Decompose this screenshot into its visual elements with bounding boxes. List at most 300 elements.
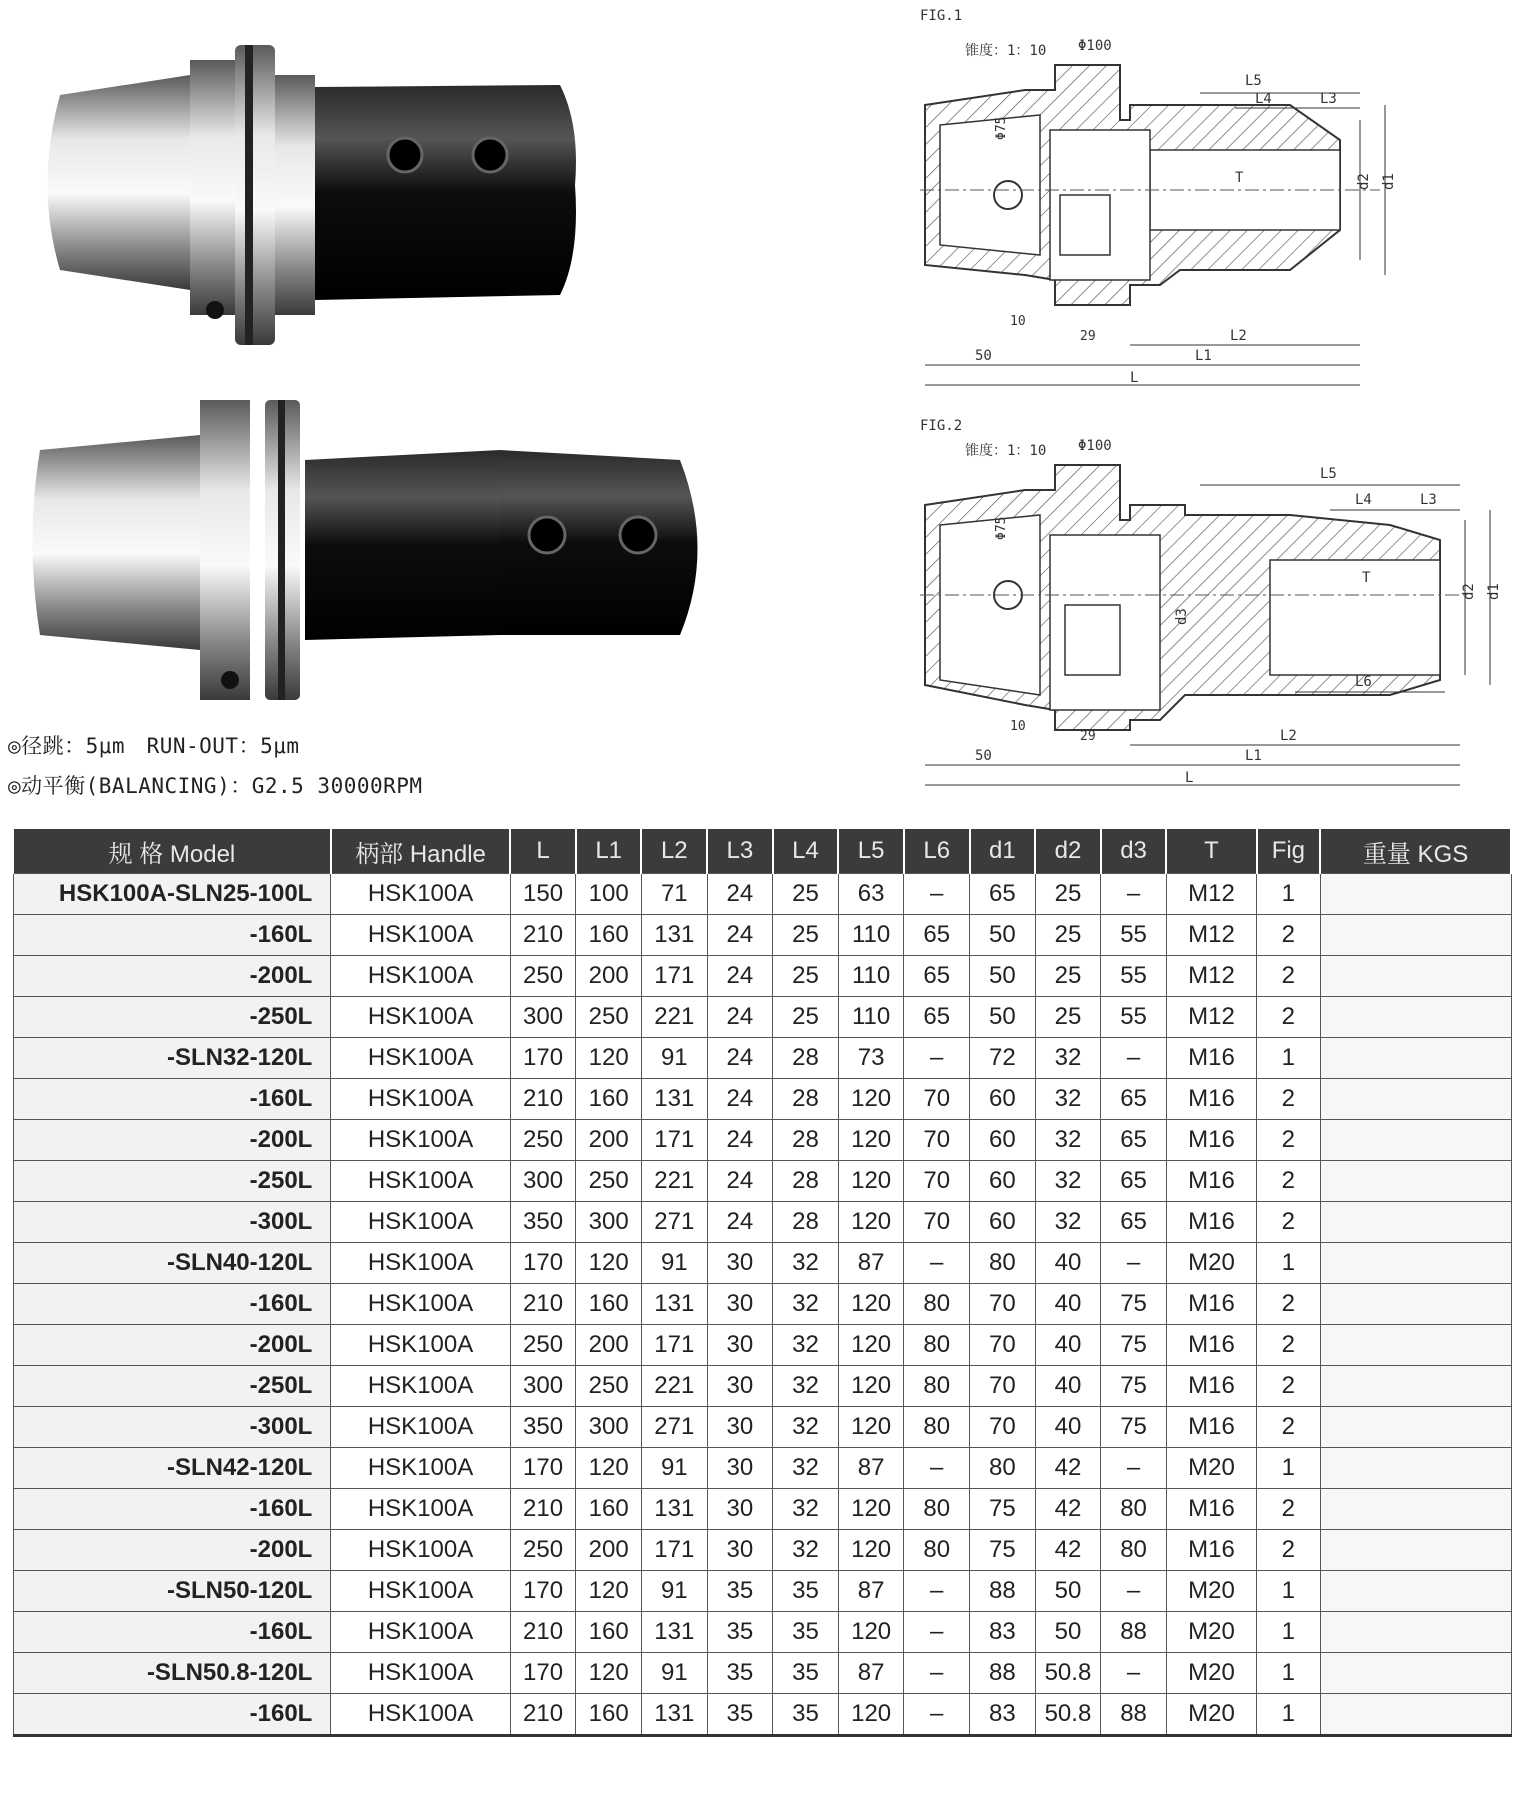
table-cell: M16 (1166, 1038, 1256, 1079)
table-cell: HSK100A (331, 1530, 510, 1571)
weight-cell (1320, 1653, 1511, 1694)
table-cell: 87 (838, 1571, 904, 1612)
model-cell: -200L (13, 1325, 331, 1366)
weight-cell (1320, 915, 1511, 956)
table-cell: 30 (707, 1407, 773, 1448)
table-cell: HSK100A (331, 1325, 510, 1366)
table-cell: 25 (773, 915, 839, 956)
column-header: L3 (707, 828, 773, 874)
table-cell: 131 (641, 1079, 707, 1120)
table-cell: 91 (641, 1038, 707, 1079)
table-cell: 1 (1257, 874, 1321, 915)
table-cell: 2 (1257, 1489, 1321, 1530)
table-cell: 32 (773, 1530, 839, 1571)
table-cell: 120 (576, 1653, 642, 1694)
table-cell: 28 (773, 1120, 839, 1161)
table-cell: 1 (1257, 1448, 1321, 1489)
table-cell: 200 (576, 956, 642, 997)
column-header: 规 格 Model (13, 828, 331, 874)
table-cell: 160 (576, 915, 642, 956)
table-cell: 350 (510, 1407, 576, 1448)
model-cell: -SLN50.8-120L (13, 1653, 331, 1694)
fig1-l5: L5 (1245, 73, 1262, 89)
table-cell: 210 (510, 1612, 576, 1653)
table-cell: M16 (1166, 1325, 1256, 1366)
table-cell: M16 (1166, 1407, 1256, 1448)
table-cell: HSK100A (331, 997, 510, 1038)
fig1-dim50: 50 (975, 348, 992, 364)
table-cell: – (1101, 1243, 1167, 1284)
table-cell: 32 (773, 1407, 839, 1448)
table-cell: 30 (707, 1284, 773, 1325)
fig2-phi75: Φ75 (994, 516, 1009, 540)
table-cell: 171 (641, 956, 707, 997)
table-cell: 65 (904, 997, 970, 1038)
table-cell: 80 (904, 1284, 970, 1325)
fig2-phi100: Φ100 (1078, 438, 1112, 454)
fig1-dim29: 29 (1080, 329, 1096, 344)
table-cell: 25 (773, 997, 839, 1038)
table-cell: 91 (641, 1653, 707, 1694)
table-cell: 200 (576, 1120, 642, 1161)
table-cell: 221 (641, 1366, 707, 1407)
table-cell: 28 (773, 1038, 839, 1079)
table-cell: 210 (510, 1694, 576, 1736)
table-cell: – (904, 1038, 970, 1079)
table-cell: – (1101, 1571, 1167, 1612)
weight-cell (1320, 997, 1511, 1038)
table-cell: 50.8 (1035, 1694, 1101, 1736)
table-cell: 24 (707, 1202, 773, 1243)
table-cell: 80 (904, 1489, 970, 1530)
table-cell: 50 (970, 915, 1036, 956)
table-cell: 120 (838, 1530, 904, 1571)
fig1-d2: d2 (1356, 173, 1372, 190)
model-cell: -200L (13, 1120, 331, 1161)
table-cell: 91 (641, 1571, 707, 1612)
table-cell: 1 (1257, 1038, 1321, 1079)
weight-cell (1320, 1038, 1511, 1079)
table-cell: 50.8 (1035, 1653, 1101, 1694)
fig1-phi75: Φ75 (994, 116, 1009, 140)
table-cell: 80 (904, 1530, 970, 1571)
table-cell: 80 (1101, 1489, 1167, 1530)
table-cell: 210 (510, 915, 576, 956)
table-cell: 300 (576, 1202, 642, 1243)
table-cell: 210 (510, 1489, 576, 1530)
table-cell: 300 (510, 1366, 576, 1407)
table-cell: 131 (641, 1612, 707, 1653)
table-cell: 2 (1257, 1366, 1321, 1407)
table-cell: 200 (576, 1530, 642, 1571)
table-cell: 1 (1257, 1571, 1321, 1612)
fig1-t: T (1235, 170, 1244, 186)
table-cell: – (904, 1694, 970, 1736)
figure-1-drawing (900, 0, 1460, 400)
table-cell: 210 (510, 1284, 576, 1325)
column-header: T (1166, 828, 1256, 874)
table-cell: 28 (773, 1161, 839, 1202)
table-row (13, 1653, 1511, 1694)
figure-2-drawing (900, 410, 1500, 800)
table-cell: M20 (1166, 1243, 1256, 1284)
table-cell: 250 (576, 1366, 642, 1407)
table-cell: 171 (641, 1325, 707, 1366)
table-cell: 120 (576, 1571, 642, 1612)
table-cell: 160 (576, 1079, 642, 1120)
weight-cell (1320, 1284, 1511, 1325)
table-cell: M16 (1166, 1202, 1256, 1243)
table-cell: 71 (641, 874, 707, 915)
table-cell: 120 (838, 1366, 904, 1407)
table-cell: 120 (838, 1612, 904, 1653)
table-cell: 32 (773, 1448, 839, 1489)
spec-table (12, 827, 1512, 1737)
table-cell: 80 (970, 1448, 1036, 1489)
weight-cell (1320, 1161, 1511, 1202)
weight-cell (1320, 1489, 1511, 1530)
balancing-spec: ◎动平衡(BALANCING)：G2.5 30000RPM (8, 774, 423, 798)
table-cell: 32 (773, 1325, 839, 1366)
table-cell: 24 (707, 997, 773, 1038)
table-cell: 250 (510, 1120, 576, 1161)
table-row (13, 1161, 1511, 1202)
table-row (13, 1079, 1511, 1120)
table-cell: HSK100A (331, 1243, 510, 1284)
table-cell: 32 (1035, 1079, 1101, 1120)
table-cell: 73 (838, 1038, 904, 1079)
table-cell: 70 (904, 1120, 970, 1161)
table-cell: 75 (970, 1530, 1036, 1571)
table-cell: 2 (1257, 1530, 1321, 1571)
weight-cell (1320, 1694, 1511, 1736)
weight-cell (1320, 1079, 1511, 1120)
column-header: L2 (641, 828, 707, 874)
fig2-l1: L1 (1245, 748, 1262, 764)
table-cell: 63 (838, 874, 904, 915)
table-cell: 35 (707, 1571, 773, 1612)
table-cell: 1 (1257, 1243, 1321, 1284)
fig1-title: FIG.1 (920, 8, 963, 24)
column-header: Fig (1257, 828, 1321, 874)
product-photo-tapered (20, 390, 710, 710)
table-cell: 55 (1101, 915, 1167, 956)
fig2-d2: d2 (1461, 583, 1477, 600)
table-cell: 250 (510, 1325, 576, 1366)
table-cell: 30 (707, 1489, 773, 1530)
table-cell: 72 (970, 1038, 1036, 1079)
table-cell: 30 (707, 1448, 773, 1489)
table-cell: 25 (1035, 874, 1101, 915)
table-cell: 2 (1257, 1161, 1321, 1202)
fig2-t: T (1362, 570, 1371, 586)
table-cell: 2 (1257, 915, 1321, 956)
table-cell: 28 (773, 1079, 839, 1120)
table-cell: 35 (707, 1694, 773, 1736)
table-cell: 2 (1257, 1120, 1321, 1161)
table-cell: 35 (773, 1653, 839, 1694)
table-cell: HSK100A (331, 1448, 510, 1489)
table-cell: 80 (904, 1366, 970, 1407)
model-cell: -SLN42-120L (13, 1448, 331, 1489)
model-cell: -160L (13, 1284, 331, 1325)
model-cell: -160L (13, 1612, 331, 1653)
table-cell: 75 (1101, 1284, 1167, 1325)
table-row (13, 1694, 1511, 1736)
table-cell: M16 (1166, 1530, 1256, 1571)
model-cell: HSK100A-SLN25-100L (13, 874, 331, 915)
fig2-l4: L4 (1355, 492, 1372, 508)
table-cell: 160 (576, 1612, 642, 1653)
table-cell: 60 (970, 1161, 1036, 1202)
table-cell: 83 (970, 1612, 1036, 1653)
table-cell: 60 (970, 1202, 1036, 1243)
fig1-l4: L4 (1255, 91, 1272, 107)
table-cell: 75 (1101, 1325, 1167, 1366)
table-cell: 65 (1101, 1079, 1167, 1120)
fig1-dim10: 10 (1010, 314, 1026, 329)
table-cell: 120 (838, 1284, 904, 1325)
table-cell: 80 (904, 1407, 970, 1448)
table-row (13, 997, 1511, 1038)
table-cell: M16 (1166, 1161, 1256, 1202)
table-cell: 42 (1035, 1448, 1101, 1489)
table-cell: 25 (773, 956, 839, 997)
table-cell: 70 (904, 1202, 970, 1243)
table-cell: 170 (510, 1243, 576, 1284)
table-cell: 65 (970, 874, 1036, 915)
model-cell: -SLN40-120L (13, 1243, 331, 1284)
table-cell: 170 (510, 1038, 576, 1079)
table-cell: 30 (707, 1325, 773, 1366)
table-cell: 170 (510, 1653, 576, 1694)
table-cell: 100 (576, 874, 642, 915)
model-cell: -160L (13, 1694, 331, 1736)
table-row (13, 1202, 1511, 1243)
table-cell: 24 (707, 874, 773, 915)
column-header: L (510, 828, 576, 874)
table-cell: 25 (1035, 997, 1101, 1038)
table-cell: M20 (1166, 1694, 1256, 1736)
fig2-l5: L5 (1320, 466, 1337, 482)
table-cell: M12 (1166, 997, 1256, 1038)
table-cell: 2 (1257, 1407, 1321, 1448)
table-cell: 80 (1101, 1530, 1167, 1571)
table-cell: 250 (510, 1530, 576, 1571)
model-cell: -300L (13, 1202, 331, 1243)
fig1-l3: L3 (1320, 91, 1337, 107)
table-cell: 24 (707, 956, 773, 997)
fig2-l2: L2 (1280, 728, 1297, 744)
model-cell: -200L (13, 1530, 331, 1571)
table-cell: 55 (1101, 956, 1167, 997)
table-cell: 32 (1035, 1161, 1101, 1202)
fig2-dim50: 50 (975, 748, 992, 764)
table-cell: 300 (510, 997, 576, 1038)
fig1-d1: d1 (1381, 173, 1397, 190)
table-cell: 35 (773, 1694, 839, 1736)
model-cell: -250L (13, 1161, 331, 1202)
table-cell: – (904, 1448, 970, 1489)
table-cell: 32 (773, 1243, 839, 1284)
table-row (13, 1571, 1511, 1612)
table-cell: 271 (641, 1407, 707, 1448)
table-cell: 120 (576, 1448, 642, 1489)
model-cell: -250L (13, 997, 331, 1038)
table-cell: 87 (838, 1448, 904, 1489)
column-header: L5 (838, 828, 904, 874)
weight-cell (1320, 1202, 1511, 1243)
table-cell: 35 (773, 1612, 839, 1653)
table-row (13, 915, 1511, 956)
table-cell: 80 (904, 1325, 970, 1366)
weight-cell (1320, 1448, 1511, 1489)
table-cell: 300 (576, 1407, 642, 1448)
fig2-dim29: 29 (1080, 729, 1096, 744)
table-cell: 40 (1035, 1407, 1101, 1448)
column-header: d2 (1035, 828, 1101, 874)
table-cell: 25 (1035, 956, 1101, 997)
column-header: d1 (970, 828, 1036, 874)
table-row (13, 1243, 1511, 1284)
table-cell: HSK100A (331, 1038, 510, 1079)
table-cell: 120 (838, 1202, 904, 1243)
table-cell: 24 (707, 1038, 773, 1079)
table-cell: 1 (1257, 1653, 1321, 1694)
fig1-l: L (1130, 370, 1139, 386)
table-row (13, 1489, 1511, 1530)
table-cell: 32 (773, 1284, 839, 1325)
table-cell: M16 (1166, 1120, 1256, 1161)
table-cell: 2 (1257, 1079, 1321, 1120)
fig1-phi100: Φ100 (1078, 38, 1112, 54)
table-row (13, 1038, 1511, 1079)
table-cell: 120 (838, 1694, 904, 1736)
table-cell: 80 (970, 1243, 1036, 1284)
table-cell: 83 (970, 1694, 1036, 1736)
table-cell: 30 (707, 1530, 773, 1571)
table-cell: 131 (641, 915, 707, 956)
table-cell: 70 (904, 1079, 970, 1120)
table-cell: 200 (576, 1325, 642, 1366)
table-cell: 170 (510, 1571, 576, 1612)
table-cell: – (1101, 1653, 1167, 1694)
table-cell: 160 (576, 1694, 642, 1736)
table-cell: 131 (641, 1489, 707, 1530)
table-cell: 70 (970, 1366, 1036, 1407)
column-header: 柄部 Handle (331, 828, 510, 874)
table-cell: 2 (1257, 1202, 1321, 1243)
table-row (13, 1366, 1511, 1407)
table-cell: – (904, 1612, 970, 1653)
table-cell: 40 (1035, 1366, 1101, 1407)
table-cell: 60 (970, 1079, 1036, 1120)
column-header: L1 (576, 828, 642, 874)
table-cell: 30 (707, 1366, 773, 1407)
model-cell: -160L (13, 1489, 331, 1530)
table-cell: 24 (707, 1120, 773, 1161)
table-cell: HSK100A (331, 1571, 510, 1612)
table-cell: 50 (970, 956, 1036, 997)
table-cell: HSK100A (331, 1407, 510, 1448)
table-cell: HSK100A (331, 1366, 510, 1407)
table-cell: 110 (838, 956, 904, 997)
fig1-taper: 锥度：1：10 (965, 43, 1047, 59)
table-cell: 120 (838, 1120, 904, 1161)
table-cell: 75 (1101, 1366, 1167, 1407)
table-cell: M20 (1166, 1653, 1256, 1694)
model-cell: -160L (13, 915, 331, 956)
table-cell: 65 (1101, 1120, 1167, 1161)
table-cell: 250 (510, 956, 576, 997)
weight-cell (1320, 1120, 1511, 1161)
table-cell: 91 (641, 1243, 707, 1284)
table-cell: 65 (904, 956, 970, 997)
weight-cell (1320, 1571, 1511, 1612)
fig1-l2: L2 (1230, 328, 1247, 344)
table-cell: 50 (1035, 1612, 1101, 1653)
table-cell: 120 (838, 1079, 904, 1120)
table-cell: 24 (707, 1161, 773, 1202)
table-cell: 42 (1035, 1489, 1101, 1530)
table-cell: 35 (707, 1653, 773, 1694)
table-cell: M12 (1166, 956, 1256, 997)
fig1-l1: L1 (1195, 348, 1212, 364)
table-cell: 271 (641, 1202, 707, 1243)
column-header: d3 (1101, 828, 1167, 874)
table-cell: 221 (641, 997, 707, 1038)
table-cell: HSK100A (331, 1202, 510, 1243)
table-cell: 131 (641, 1284, 707, 1325)
runout-spec: ◎径跳：5μm RUN-OUT：5μm (8, 734, 300, 758)
weight-cell (1320, 956, 1511, 997)
table-cell: HSK100A (331, 956, 510, 997)
table-cell: 35 (707, 1612, 773, 1653)
table-cell: HSK100A (331, 874, 510, 915)
table-row (13, 1612, 1511, 1653)
table-cell: 210 (510, 1079, 576, 1120)
table-cell: 221 (641, 1161, 707, 1202)
table-cell: – (1101, 1038, 1167, 1079)
table-cell: 40 (1035, 1243, 1101, 1284)
weight-cell (1320, 1366, 1511, 1407)
table-cell: 30 (707, 1243, 773, 1284)
table-cell: 65 (904, 915, 970, 956)
table-cell: 32 (773, 1489, 839, 1530)
table-cell: M20 (1166, 1612, 1256, 1653)
table-cell: 40 (1035, 1284, 1101, 1325)
table-cell: 75 (1101, 1407, 1167, 1448)
table-cell: HSK100A (331, 915, 510, 956)
weight-cell (1320, 1407, 1511, 1448)
table-cell: 110 (838, 915, 904, 956)
model-cell: -250L (13, 1366, 331, 1407)
table-cell: HSK100A (331, 1161, 510, 1202)
table-cell: 2 (1257, 997, 1321, 1038)
table-cell: 88 (970, 1571, 1036, 1612)
table-cell: 70 (970, 1325, 1036, 1366)
table-cell: M16 (1166, 1366, 1256, 1407)
table-cell: 32 (1035, 1202, 1101, 1243)
table-cell: M12 (1166, 915, 1256, 956)
table-cell: 250 (576, 997, 642, 1038)
table-cell: – (904, 874, 970, 915)
table-cell: 250 (576, 1161, 642, 1202)
model-cell: -SLN32-120L (13, 1038, 331, 1079)
weight-cell (1320, 1530, 1511, 1571)
table-cell: 28 (773, 1202, 839, 1243)
table-cell: 2 (1257, 956, 1321, 997)
